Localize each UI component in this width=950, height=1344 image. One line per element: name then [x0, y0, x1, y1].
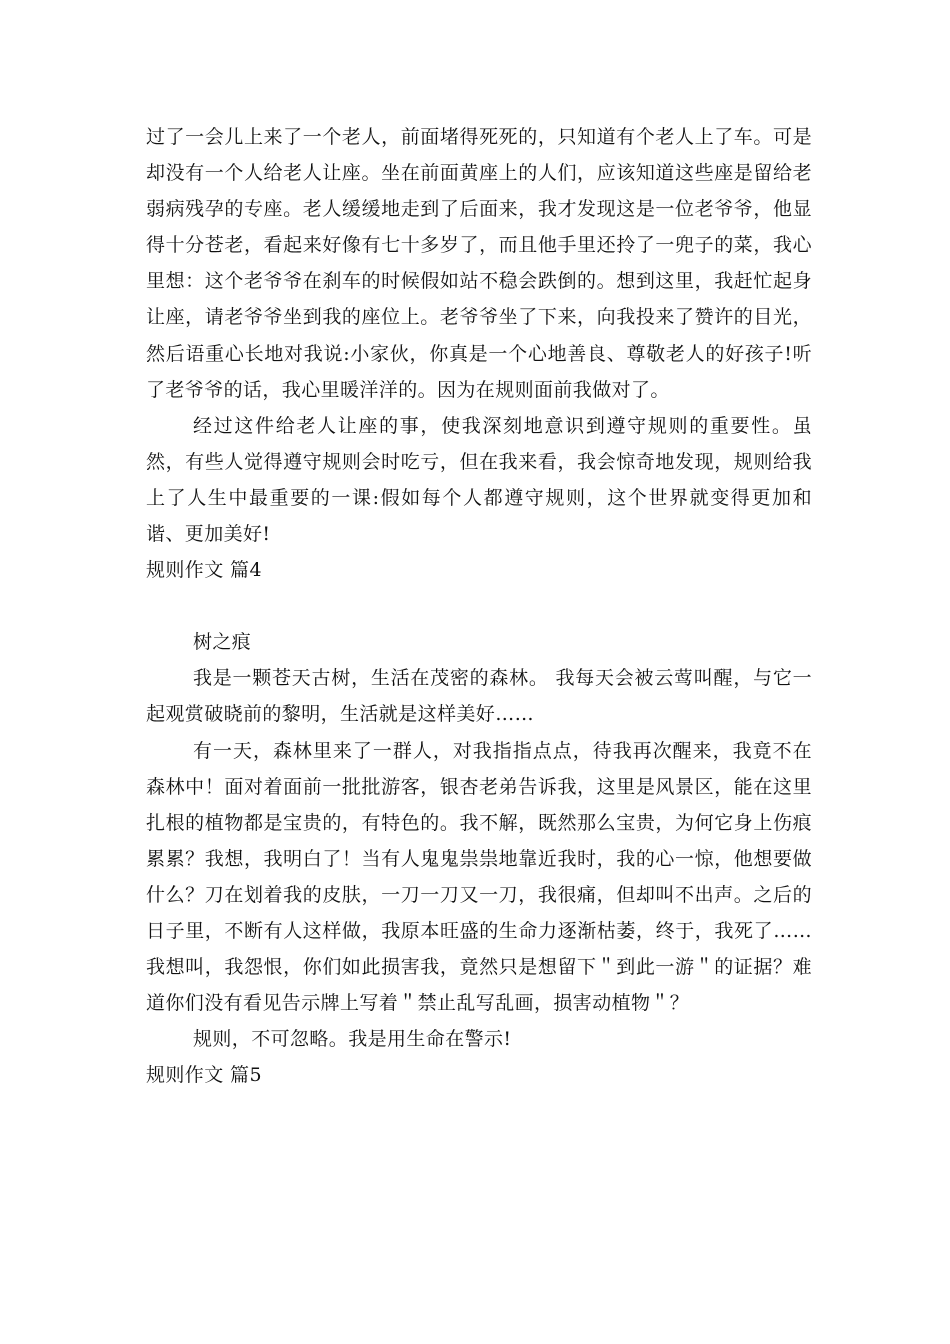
paragraph-bus-story: 过了一会儿上来了一个老人，前面堵得死死的，只知道有个老人上了车。可是却没有一个人给老人让座。坐在前面黄座上的人们，应该知道这些座是留给老弱病残孕的专座。老人缓缓地走到了后面来，我才发现这是一位老爷爷，他显得十分苍老，看起来好像有七十多岁了，而且他手里还拎了一兜子的菜，我心里想：这个老爷爷在刹车的时候假如站不稳会跌倒的。想到这里，我赶忙起身让座，请老爷爷坐到我的座位上。老爷爷坐了下来，向我投来了赞许的目光，然后语重心长地对我说:小家伙，你真是一个心地善良、尊敬老人的好孩子!听了老爷爷的话，我心里暖洋洋的。因为在规则面前我做对了。	[146, 126, 812, 401]
paragraph-old-tree: 我是一颗苍天古树，生活在茂密的森林。 我每天会被云莺叫醒，与它一起观赏破晓前的黎明，生活就是这样美好……	[146, 667, 812, 726]
essay-heading-4: 规则作文 篇4	[146, 559, 262, 582]
paragraph-conclusion: 规则，不可忽略。我是用生命在警示!	[193, 1028, 512, 1051]
paragraph-tree-damage: 有一天，森林里来了一群人，对我指指点点，待我再次醒来，我竟不在森林中！面对着面前一批批游客，银杏老弟告诉我，这里是风景区，能在这里扎根的植物都是宝贵的，有特色的。我不解，既然那么宝贵，为何它身上伤痕累累？我想，我明白了！当有人鬼鬼祟祟地靠近我时，我的心一惊，他想要做什么？刀在划着我的皮肤，一刀一刀又一刀，我很痛，但却叫不出声。之后的日子里，不断有人这样做，我原本旺盛的生命力逐渐枯萎，终于，我死了……我想叫，我怨恨，你们如此损害我，竟然只是想留下＂到此一游＂的证据？难道你们没有看见告示牌上写着＂禁止乱写乱画，损害动植物＂？	[146, 739, 812, 1015]
essay-heading-5: 规则作文 篇5	[146, 1064, 262, 1087]
paragraph-rules-lesson: 经过这件给老人让座的事，使我深刻地意识到遵守规则的重要性。虽然，有些人觉得遵守规则会时吃亏，但在我来看，我会惊奇地发现，规则给我上了人生中最重要的一课:假如每个人都遵守规则，这个世界就变得更加和谐、更加美好!	[146, 414, 812, 546]
document-body	[146, 119, 812, 1093]
essay-title: 树之痕	[193, 631, 252, 654]
